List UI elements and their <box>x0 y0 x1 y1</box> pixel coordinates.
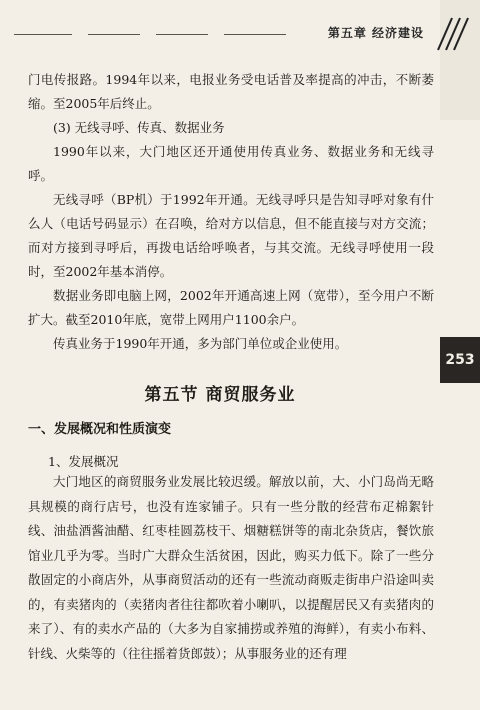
header-rule-3 <box>156 34 208 35</box>
paragraph-heading-3: (3) 无线寻呼、传真、数据业务 <box>53 120 225 135</box>
paragraph: 大门地区的商贸服务业发展比较迟缓。解放以前，大、小门岛尚无略具规模的商行店号，也没有连家铺子。只有一些分散的经营布疋棉絮针线、油盐酒酱油醋、红枣桂圆荔枝干、烟糖糕饼等的南北杂货店，餐饮旅馆业几乎为零。当时广大群众生活贫困，因此，购买力低下。除了一些分散固定的小商店外，从事商贸活动的还有一些流动商贩走街串户沿途叫卖的，有卖猪肉的（卖猪肉者往往都吹着小喇叭，以提醒居民又有卖猪肉的来了）、有的卖水产品的（大多为自家捕捞或养殖的海鲜），有卖小布料、针线、火柴等的（往往摇着货郎鼓）；从事服务业的还有理 <box>28 474 434 661</box>
header-rule-2 <box>88 34 140 35</box>
page-number-tab <box>440 337 480 383</box>
paragraph: 无线寻呼（BP机）于1992年开通。无线寻呼只是告知寻呼对象有什么人（电话号码显示）在召唤，给对方以信息，但不能直接与对方交流；而对方接到寻呼后，再拨电话给呼唤者，与其交流。无线寻呼使用一段时，至2002年基本消停。 <box>28 192 434 279</box>
header-rule-1 <box>14 34 72 35</box>
top-text-block <box>28 68 434 356</box>
paragraph: 1990年以来，大门地区还开通使用传真业务、数据业务和无线寻呼。 <box>28 144 434 183</box>
page-number: 253 <box>445 352 475 368</box>
header-rule-4 <box>224 34 286 35</box>
running-header <box>0 16 480 52</box>
paragraph: 门电传报路。1994年以来，电报业务受电话普及率提高的冲击，不断萎缩。至2005年后终止。 <box>28 72 434 111</box>
paragraph: 传真业务于1990年开通，多为部门单位或企业使用。 <box>53 336 348 351</box>
subheading-level-1: 一、发展概况和性质演变 <box>28 422 172 437</box>
paragraph: 数据业务即电脑上网，2002年开通高速上网（宽带），至今用户不断扩大。截至2010年底，宽带上网用户1100余户。 <box>28 288 434 327</box>
chapter-title: 第五章 经济建设 <box>327 26 424 40</box>
section-title: 第五节 商贸服务业 <box>144 385 296 405</box>
subheading-level-2: 1、发展概况 <box>48 454 119 469</box>
bottom-text-block <box>28 470 434 666</box>
header-slashes-decoration <box>430 16 474 52</box>
